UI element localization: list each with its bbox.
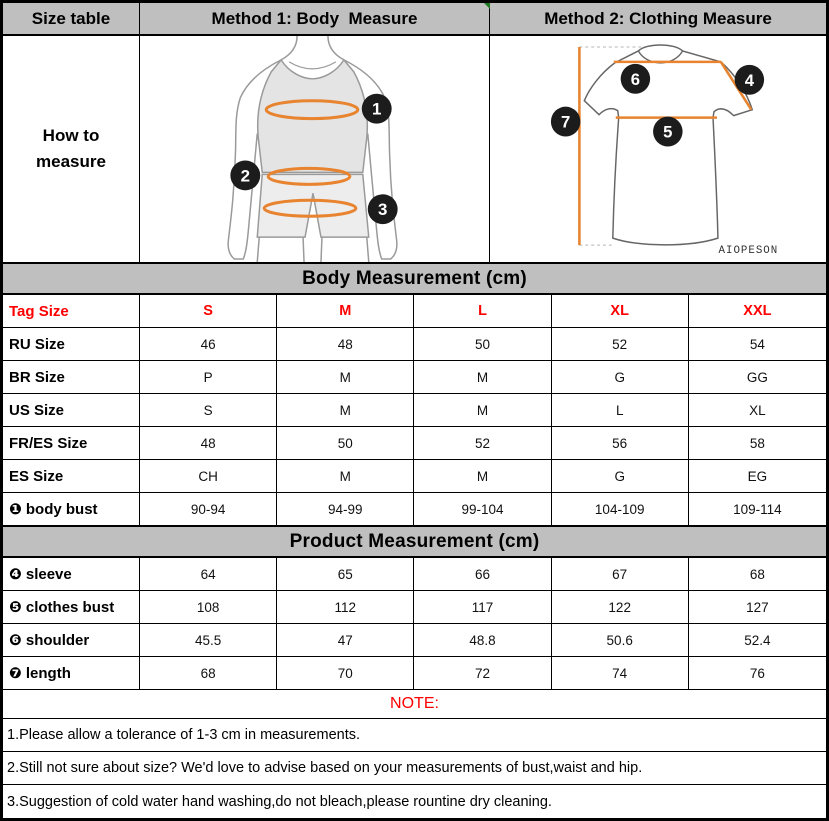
cell-value: 50.6 (552, 624, 689, 656)
cell-value: 67 (552, 558, 689, 590)
cell-value: 52.4 (744, 632, 771, 648)
table-row-length (3, 657, 826, 690)
cell-value: M (277, 394, 414, 426)
table-row-br-size (3, 361, 826, 394)
cell-value: EG (747, 468, 768, 484)
cell-value: 48 (140, 427, 277, 459)
cell-value: 65 (277, 558, 414, 590)
marker-5 (653, 117, 682, 147)
cell-value: 104-109 (552, 493, 689, 525)
svg-text:1: 1 (372, 99, 382, 119)
table-header-row (3, 3, 826, 36)
cell-value: 56 (552, 427, 689, 459)
product-measurement-title: Product Measurement (cm) (289, 530, 540, 552)
cell-value: G (552, 460, 689, 492)
cell-value: 48 (277, 328, 414, 360)
tag-size-m: M (277, 295, 414, 327)
table-row-ru-size (3, 328, 826, 361)
cell-value: 52 (552, 328, 689, 360)
cell-value: 54 (749, 336, 765, 352)
product-measurement-band (3, 526, 826, 558)
row-label: RU Size (3, 328, 140, 360)
body-measure-illustration (140, 36, 490, 262)
row-label: ❶ body bust (3, 493, 140, 525)
cell-value: M (414, 361, 551, 393)
tag-size-xl: XL (552, 295, 689, 327)
cell-value: 52 (414, 427, 551, 459)
cell-value: CH (140, 460, 277, 492)
cell-value: 50 (277, 427, 414, 459)
table-row-shoulder (3, 624, 826, 657)
note-row-3 (3, 785, 826, 818)
note-row-2 (3, 752, 826, 785)
marker-7 (551, 107, 580, 137)
marker-1 (362, 94, 392, 124)
body-measurement-title: Body Measurement (cm) (302, 267, 527, 289)
header-size-table: Size table (3, 3, 140, 34)
cell-value: 108 (140, 591, 277, 623)
row-label: ❺ clothes bust (3, 591, 140, 623)
cell-value: 90-94 (140, 493, 277, 525)
tag-size-label: Tag Size (3, 295, 140, 327)
table-row-es-size (3, 460, 826, 493)
cell-value: 76 (749, 665, 765, 681)
cell-value: 122 (552, 591, 689, 623)
svg-text:2: 2 (240, 166, 251, 186)
table-row-us-size (3, 394, 826, 427)
row-label: ❼ length (3, 657, 140, 689)
table-row-body-bust (3, 493, 826, 526)
cell-value: 47 (277, 624, 414, 656)
table-row-fres-size (3, 427, 826, 460)
marker-3 (368, 194, 398, 224)
cell-value: 46 (140, 328, 277, 360)
note-title: NOTE: (390, 695, 439, 712)
cell-value: 45.5 (140, 624, 277, 656)
cell-value: 64 (140, 558, 277, 590)
row-label: FR/ES Size (3, 427, 140, 459)
brand-text: AIOPESON (718, 244, 779, 258)
note-row-1 (3, 719, 826, 752)
cell-corner-flag (484, 3, 490, 9)
cell-value: 70 (277, 657, 414, 689)
how-to-measure-label: How to measure (3, 36, 140, 262)
cell-value: M (414, 394, 551, 426)
cell-value: L (552, 394, 689, 426)
cell-value: S (140, 394, 277, 426)
cell-value: 109-114 (733, 501, 782, 517)
svg-text:6: 6 (630, 69, 641, 89)
cell-value: 58 (749, 435, 765, 451)
note-text: 1.Please allow a tolerance of 1-3 cm in measurements. (7, 727, 361, 743)
cell-value: 112 (277, 591, 414, 623)
svg-text:3: 3 (377, 200, 388, 220)
svg-text:7: 7 (561, 112, 571, 132)
marker-4 (735, 65, 764, 95)
note-text: 3.Suggestion of cold water hand washing,do not bleach,please rountine dry cleaning. (7, 793, 552, 810)
cell-value: 68 (749, 566, 765, 582)
tag-size-l: L (414, 295, 551, 327)
tag-size-xxl: XXL (743, 303, 772, 319)
cell-value: M (277, 460, 414, 492)
table-row-clothes-bust (3, 591, 826, 624)
clothing-measure-illustration (490, 36, 826, 262)
tag-size-row (3, 295, 826, 328)
tshirt-figure-svg (490, 36, 826, 262)
cell-value: P (140, 361, 277, 393)
note-text: 2.Still not sure about size? We'd love to advise based on your measurements of bust,waist and hip. (7, 760, 643, 776)
cell-value: 48.8 (414, 624, 551, 656)
cell-value: 72 (414, 657, 551, 689)
cell-value: G (552, 361, 689, 393)
row-label: ❹ sleeve (3, 558, 140, 590)
cell-value: 66 (414, 558, 551, 590)
marker-2 (230, 160, 260, 190)
cell-value: GG (746, 369, 768, 385)
row-label: US Size (3, 394, 140, 426)
cell-value: 68 (140, 657, 277, 689)
body-figure-svg (140, 36, 489, 262)
tag-size-s: S (140, 295, 277, 327)
row-label: ES Size (3, 460, 140, 492)
row-label: BR Size (3, 361, 140, 393)
cell-value: XL (749, 402, 766, 418)
cell-value: 74 (552, 657, 689, 689)
cell-value: M (277, 361, 414, 393)
cell-value: M (414, 460, 551, 492)
cell-value: 50 (414, 328, 551, 360)
note-title-row (3, 690, 826, 719)
svg-text:4: 4 (744, 70, 755, 90)
cell-value: 94-99 (277, 493, 414, 525)
row-label: ❻ shoulder (3, 624, 140, 656)
body-measurement-band (3, 263, 826, 295)
header-method2: Method 2: Clothing Measure (544, 8, 772, 28)
marker-6 (621, 64, 650, 94)
cell-value: 99-104 (414, 493, 551, 525)
svg-text:5: 5 (663, 122, 673, 142)
cell-value: 117 (414, 591, 551, 623)
how-to-measure-row (3, 36, 826, 263)
header-method1: Method 1: Body Measure (140, 3, 490, 34)
table-row-sleeve (3, 558, 826, 591)
cell-value: 127 (746, 599, 769, 615)
